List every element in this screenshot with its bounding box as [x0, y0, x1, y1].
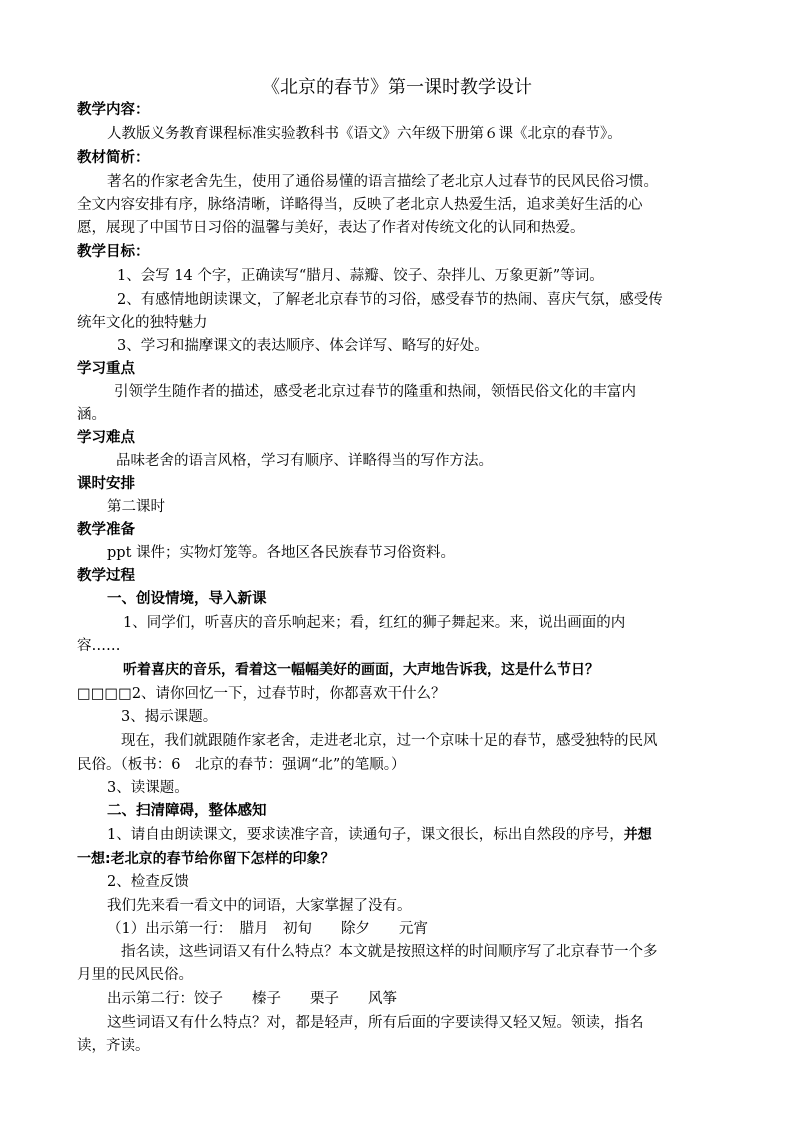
section-heading-2: 二、扫清障碍，整体感知: [107, 802, 267, 819]
paragraph: 指名读，这些词语又有什么特点？本文就是按照这样的时间顺序写了北京春节一个多: [121, 944, 658, 960]
paragraph-text: 2、请你回忆一下，过春节时，你都喜欢干什么？: [131, 686, 446, 702]
paragraph: 2、有感情地朗读课文，了解老北京春节的习俗，感受春节的热闹、喜庆气氛，感受传: [117, 292, 663, 308]
heading-analysis: 教材简析：: [77, 149, 150, 166]
paragraph: 现在，我们就跟随作家老舍，走进老北京，过一个京味十足的春节，感受独特的民风: [121, 733, 658, 749]
heading-preparation: 教学准备: [77, 521, 135, 538]
paragraph: 引领学生随作者的描述，感受老北京过春节的隆重和热闹，领悟民俗文化的丰富内: [114, 384, 636, 400]
bold-text: 并想: [623, 827, 652, 843]
paragraph: 全文内容安排有序，脉络清晰，详略得当，反映了老北京人热爱生活，追求美好生活的心: [77, 197, 643, 213]
paragraph: 3、学习和揣摩课文的表达顺序、体会详写、略写的好处。: [117, 338, 489, 354]
heading-schedule: 课时安排: [77, 475, 135, 492]
heading-key-points: 学习重点: [77, 360, 135, 377]
highlight-question: 听着喜庆的音乐，看着这一幅幅美好的画面，大声地告诉我，这是什么节日？: [123, 662, 599, 678]
page-title: 《北京的春节》第一课时教学设计: [262, 77, 532, 98]
heading-process: 教学过程: [77, 567, 135, 584]
paragraph: 1、同学们，听喜庆的音乐响起来；看，红红的狮子舞起来。来，说出画面的内: [123, 615, 626, 631]
paragraph: 统年文化的独特魅力: [77, 315, 208, 331]
paragraph: [77, 684, 446, 704]
paragraph: 1、会写 14 个字，正确读写“腊月、蒜瓣、饺子、杂拌儿、万象更新”等词。: [117, 268, 604, 284]
paragraph: （1）出示第一行： 腊月 初旬 除夕 元宵: [107, 921, 428, 937]
heading-goals: 教学目标：: [77, 243, 150, 260]
paragraph: 我们先来看一看文中的词语，大家掌握了没有。: [107, 898, 412, 914]
paragraph: 涵。: [77, 407, 106, 423]
paragraph: 3、读课题。: [107, 780, 189, 796]
placeholder-boxes: □□□□: [77, 686, 132, 702]
section-heading-1: 一、创设情境，导入新课: [107, 590, 267, 607]
paragraph-text: 1、请自由朗读课文，要求读准字音，读通句子，课文很长，标出自然段的序号，: [107, 827, 624, 843]
paragraph: 这些词语又有什么特点？对，都是轻声，所有后面的字要读得又轻又短。领读，指名: [107, 1015, 644, 1031]
paragraph: 人教版义务教育课程标准实验教科书《语文》六年级下册第６课《北京的春节》。: [107, 126, 622, 142]
paragraph: 容……: [77, 638, 121, 654]
paragraph: 民俗。（板书：6 北京的春节：强调“北”的笔顺。）: [77, 757, 406, 773]
paragraph: 愿，展现了中国节日习俗的温馨与美好，表达了作者对传统文化的认同和热爱。: [77, 220, 585, 236]
paragraph: 出示第二行：饺子 榛子 栗子 风筝: [107, 991, 397, 1007]
paragraph: 品味老舍的语言风格，学习有顺序、详略得当的写作方法。: [116, 453, 493, 469]
paragraph: 读，齐读。: [77, 1038, 150, 1054]
paragraph: [107, 825, 652, 845]
bold-text: 一想:老北京的春节给你留下怎样的印象？: [77, 851, 335, 867]
paragraph: 2、检查反馈: [107, 874, 189, 890]
paragraph: 3、揭示课题。: [121, 709, 218, 725]
paragraph: 第二课时: [107, 499, 165, 515]
paragraph: ppt 课件；实物灯笼等。各地区各民族春节习俗资料。: [107, 545, 455, 561]
paragraph: 著名的作家老舍先生，使用了通俗易懂的语言描绘了老北京人过春节的民风民俗习惯。: [107, 174, 658, 190]
heading-content: 教学内容：: [77, 101, 150, 118]
paragraph: 月里的民风民俗。: [77, 967, 193, 983]
heading-difficulty: 学习难点: [77, 429, 135, 446]
